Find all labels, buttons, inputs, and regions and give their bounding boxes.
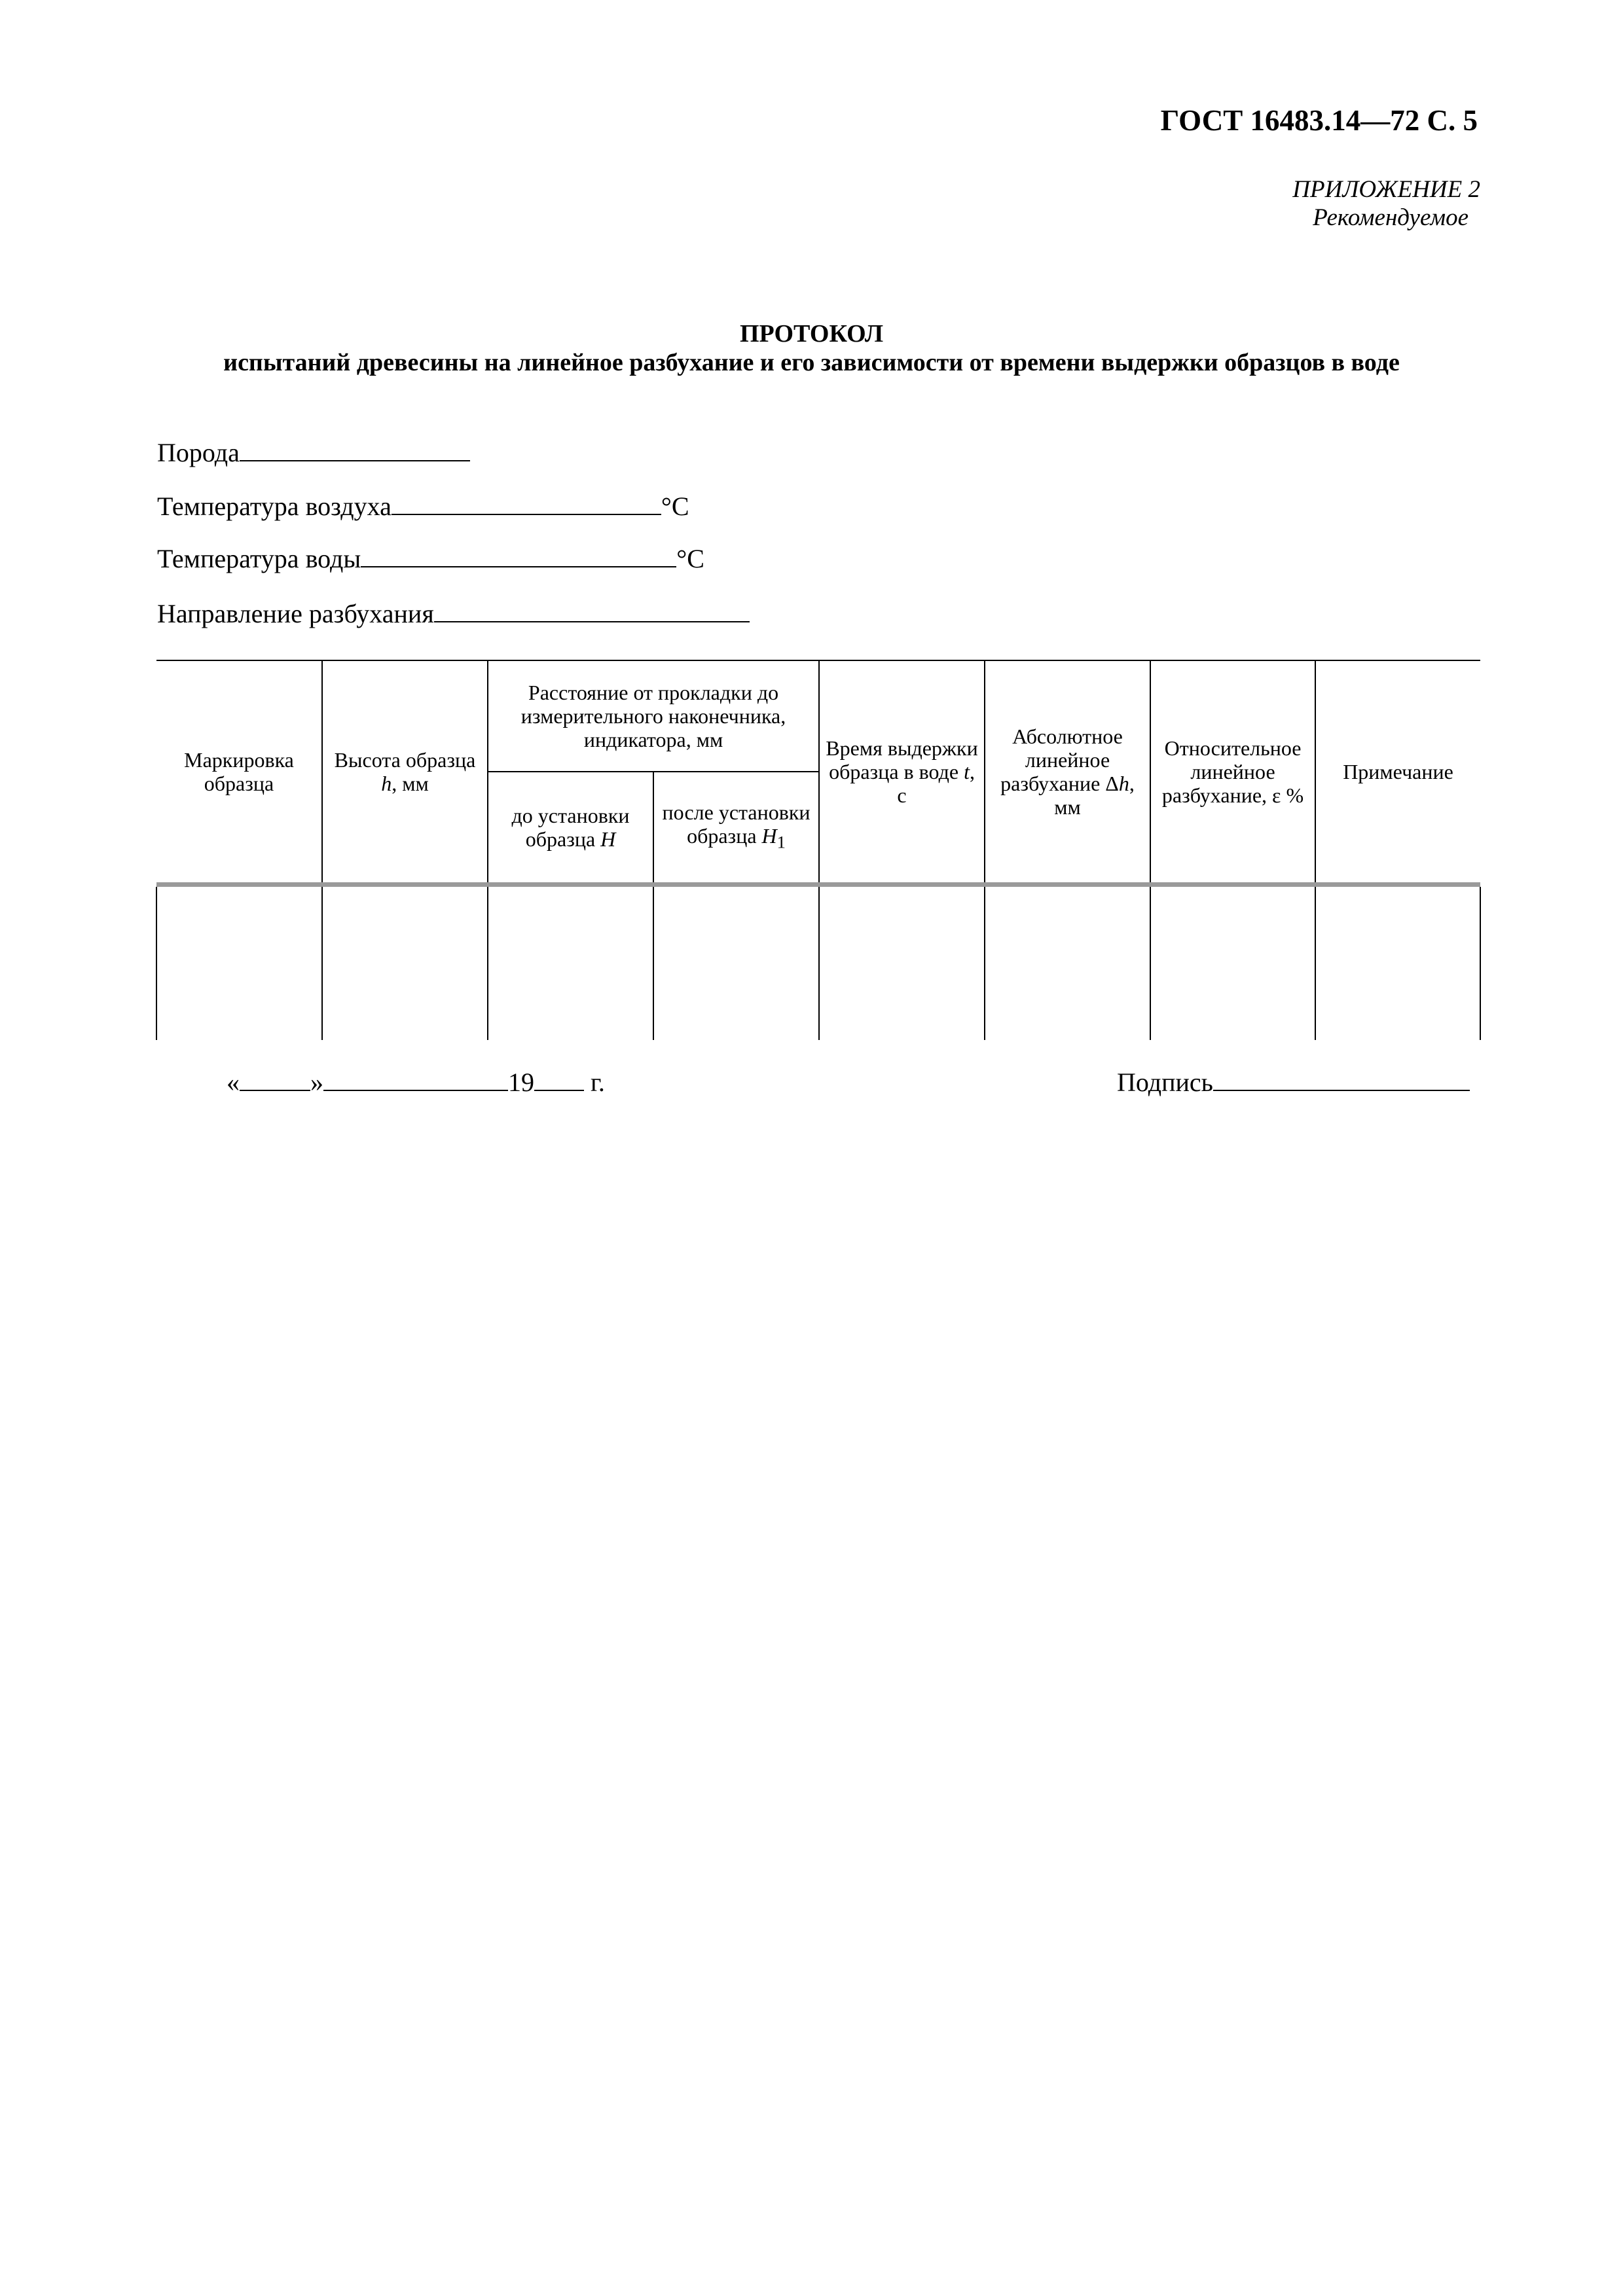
date-quote-close: » — [310, 1067, 323, 1097]
col-time: Время выдержки образца в воде t, с — [819, 660, 985, 885]
breed-blank[interactable] — [240, 438, 470, 461]
document-code: ГОСТ 16483.14—72 С. 5 — [1160, 104, 1478, 137]
col-distance: Расстояние от прокладки до измерительного наконечника, индикатора, мм — [488, 660, 819, 772]
day-blank[interactable] — [240, 1067, 310, 1091]
protocol-table — [156, 660, 1481, 1040]
direction-label: Направление разбухания — [157, 599, 434, 628]
direction-blank[interactable] — [434, 599, 750, 622]
air-temp-blank[interactable] — [392, 492, 661, 515]
cell-note[interactable] — [1315, 887, 1480, 1040]
cell-time[interactable] — [819, 887, 985, 1040]
table-header-row — [156, 660, 1480, 772]
year-blank[interactable] — [534, 1067, 584, 1091]
cell-height[interactable] — [322, 887, 488, 1040]
breed-field — [157, 437, 470, 468]
water-temp-blank[interactable] — [361, 544, 676, 567]
col-marking: Маркировка образца — [156, 660, 322, 885]
year-suffix: г. — [591, 1067, 605, 1097]
air-temp-unit: °С — [661, 492, 689, 521]
signature-blank[interactable] — [1213, 1067, 1470, 1091]
date-field — [227, 1067, 605, 1098]
protocol-heading: ПРОТОКОЛ — [739, 320, 884, 348]
air-temp-field — [157, 491, 689, 522]
appendix-block — [1292, 175, 1480, 232]
table-row — [156, 887, 1480, 1040]
col-note: Примечание — [1315, 660, 1480, 885]
protocol-title — [0, 319, 1623, 377]
appendix-label: ПРИЛОЖЕНИЕ 2 — [1292, 176, 1480, 203]
water-temp-unit: °С — [676, 544, 704, 573]
sub-before-install: до установки образца H — [488, 772, 653, 885]
col-relative-swelling: Относительное линейное разбухание, ε % — [1150, 660, 1315, 885]
col-height: Высота образца h, мм — [322, 660, 488, 885]
water-temp-field — [157, 543, 704, 574]
cell-marking[interactable] — [156, 887, 322, 1040]
year-prefix: 19 — [508, 1067, 534, 1097]
protocol-subtitle: испытаний древесины на линейное разбухание и его зависимости от времени выдержки образцов в воде — [223, 349, 1400, 376]
signature-field — [1117, 1067, 1470, 1098]
signature-label: Подпись — [1117, 1067, 1213, 1097]
cell-absolute[interactable] — [985, 887, 1150, 1040]
appendix-status: Рекомендуемое — [1313, 204, 1468, 231]
month-blank[interactable] — [323, 1067, 508, 1091]
sub-after-install: после установки образца $H_1$ — [653, 772, 819, 885]
cell-after[interactable] — [653, 887, 819, 1040]
cell-relative[interactable] — [1150, 887, 1315, 1040]
direction-field — [157, 598, 750, 629]
date-quote-open: « — [227, 1067, 240, 1097]
water-temp-label: Температура воды — [157, 544, 361, 573]
cell-before[interactable] — [488, 887, 653, 1040]
breed-label: Порода — [157, 438, 240, 467]
air-temp-label: Температура воздуха — [157, 492, 392, 521]
col-absolute-swelling: Абсолютное линейное разбухание Δh, мм — [985, 660, 1150, 885]
